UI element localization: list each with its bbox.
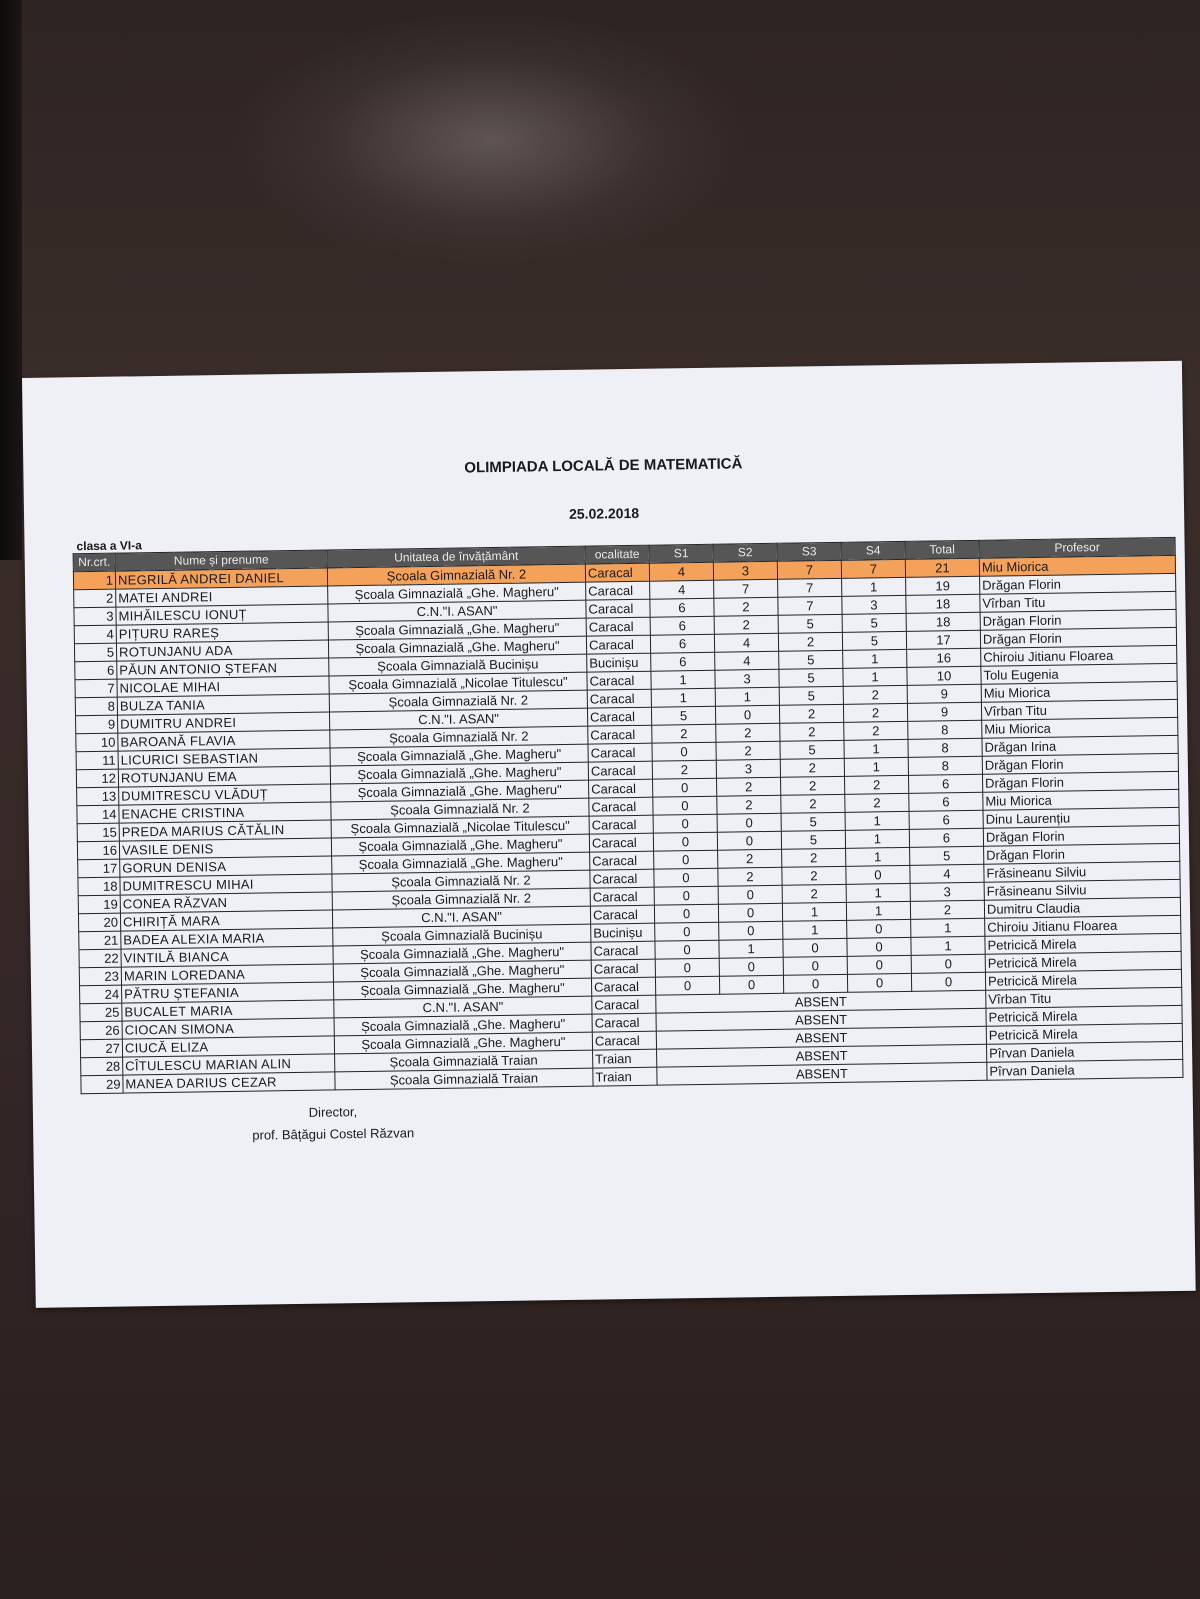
absent-status: ABSENT xyxy=(656,1008,986,1031)
score-s4: 1 xyxy=(845,811,909,830)
row-number: 13 xyxy=(77,787,119,806)
header-school: Unitatea de învățământ xyxy=(327,546,585,568)
score-total: 10 xyxy=(907,666,981,685)
score-s3: 0 xyxy=(783,974,847,993)
row-number: 18 xyxy=(78,877,120,896)
score-s2: 2 xyxy=(718,867,782,886)
score-total: 2 xyxy=(910,900,984,919)
professor-name: Miu Miorica xyxy=(983,789,1179,810)
score-s3: 1 xyxy=(783,920,847,939)
score-s3: 2 xyxy=(781,794,845,813)
school-name: C.N."I. ASAN" xyxy=(332,906,590,928)
school-name: Școala Gimnazială „Ghe. Magheru" xyxy=(333,960,591,982)
score-s2: 0 xyxy=(717,831,781,850)
score-s4: 7 xyxy=(841,559,905,578)
score-s3: 2 xyxy=(782,848,846,867)
score-s2: 2 xyxy=(714,597,778,616)
score-s4: 1 xyxy=(843,649,907,668)
city-name: Caracal xyxy=(590,851,654,870)
score-s1: 0 xyxy=(655,922,719,941)
score-s4: 0 xyxy=(847,937,911,956)
student-name: ENACHE CRISTINA xyxy=(119,802,331,823)
city-name: Caracal xyxy=(587,689,651,708)
score-s2: 4 xyxy=(714,633,778,652)
student-name: MIHĂILESCU IONUȚ xyxy=(116,604,328,625)
professor-name: Vîrban Titu xyxy=(981,699,1177,720)
header-s3: S3 xyxy=(777,542,841,561)
school-name: Școala Gimnazială „Ghe. Magheru" xyxy=(334,1032,592,1054)
school-name: Școala Gimnazială „Ghe. Magheru" xyxy=(333,942,591,964)
score-s2: 0 xyxy=(718,885,782,904)
document-title: OLIMPIADA LOCALĂ DE MATEMATICĂ xyxy=(464,455,743,477)
score-s3: 2 xyxy=(782,866,846,885)
score-s3: 5 xyxy=(778,614,842,633)
score-s1: 4 xyxy=(649,562,713,581)
table-body xyxy=(73,555,1183,1093)
score-s2: 1 xyxy=(719,939,783,958)
light-glare xyxy=(230,10,750,270)
score-total: 9 xyxy=(907,684,981,703)
score-s2: 0 xyxy=(719,975,783,994)
score-s4: 1 xyxy=(845,829,909,848)
city-name: Caracal xyxy=(586,635,650,654)
signature-block xyxy=(33,1097,634,1150)
professor-name: Drăgan Irina xyxy=(982,735,1178,756)
header-s2: S2 xyxy=(713,543,777,562)
absent-status: ABSENT xyxy=(657,1044,987,1067)
header-s4: S4 xyxy=(841,541,905,560)
student-name: CÎTULESCU MARIAN ALIN xyxy=(123,1054,335,1075)
professor-name: Drăgan Florin xyxy=(980,573,1176,594)
score-s1: 0 xyxy=(654,850,718,869)
row-number: 25 xyxy=(80,1003,122,1022)
school-name: Școala Gimnazială Nr. 2 xyxy=(329,690,587,712)
score-s2: 0 xyxy=(719,957,783,976)
professor-name: Drăgan Florin xyxy=(982,753,1178,774)
score-s2: 2 xyxy=(714,615,778,634)
score-s1: 0 xyxy=(653,796,717,815)
header-s1: S1 xyxy=(649,544,713,563)
score-s3: 5 xyxy=(779,650,843,669)
student-name: BUCALET MARIA xyxy=(122,1000,334,1021)
professor-name: Dumitru Claudia xyxy=(984,897,1180,918)
city-name: Caracal xyxy=(590,887,654,906)
score-s4: 1 xyxy=(842,577,906,596)
row-number: 2 xyxy=(74,589,116,608)
score-s2: 4 xyxy=(715,651,779,670)
student-name: BAROANĂ FLAVIA xyxy=(118,730,330,751)
score-s4: 2 xyxy=(843,685,907,704)
professor-name: Tolu Eugenia xyxy=(981,663,1177,684)
row-number: 26 xyxy=(80,1021,122,1040)
score-s3: 5 xyxy=(780,740,844,759)
absent-status: ABSENT xyxy=(657,1062,987,1085)
professor-name: Miu Miorica xyxy=(981,681,1177,702)
row-number: 15 xyxy=(77,823,119,842)
student-name: BULZA TANIA xyxy=(117,694,329,715)
city-name: Caracal xyxy=(588,743,652,762)
score-s2: 3 xyxy=(716,759,780,778)
city-name: Bucinișu xyxy=(587,653,651,672)
score-total: 21 xyxy=(905,558,979,577)
score-s2: 3 xyxy=(713,561,777,580)
professor-name: Pîrvan Daniela xyxy=(987,1059,1183,1080)
score-s1: 6 xyxy=(651,652,715,671)
header-nr: Nr.crt. xyxy=(73,553,115,572)
class-label: clasa a VI-a xyxy=(76,538,142,554)
score-s4: 0 xyxy=(847,955,911,974)
city-name: Caracal xyxy=(592,1013,656,1032)
student-name: LICURICI SEBASTIAN xyxy=(118,748,330,769)
city-name: Bucinișu xyxy=(591,923,655,942)
city-name: Caracal xyxy=(586,581,650,600)
student-name: GORUN DENISA xyxy=(120,856,332,877)
city-name: Traian xyxy=(593,1049,657,1068)
row-number: 27 xyxy=(80,1039,122,1058)
student-name: DUMITRU ANDREI xyxy=(118,712,330,733)
signature-role: Director, xyxy=(308,1104,358,1120)
student-name: MANEA DARIUS CEZAR xyxy=(123,1072,335,1093)
score-s2: 0 xyxy=(718,903,782,922)
signature-name: prof. Bâțăgui Costel Răzvan xyxy=(252,1125,415,1143)
score-s3: 5 xyxy=(779,668,843,687)
score-total: 0 xyxy=(911,972,985,991)
score-s1: 0 xyxy=(655,958,719,977)
row-number: 16 xyxy=(77,841,119,860)
score-s4: 2 xyxy=(845,793,909,812)
score-s2: 1 xyxy=(715,687,779,706)
professor-name: Pîrvan Daniela xyxy=(986,1041,1182,1062)
score-s1: 6 xyxy=(650,598,714,617)
desk-edge xyxy=(0,0,22,560)
student-name: CONEA RĂZVAN xyxy=(120,892,332,913)
score-s2: 2 xyxy=(718,849,782,868)
student-name: ROTUNJANU EMA xyxy=(118,766,330,787)
city-name: Caracal xyxy=(591,977,655,996)
row-number: 21 xyxy=(79,931,121,950)
score-s1: 0 xyxy=(654,886,718,905)
score-s4: 1 xyxy=(846,883,910,902)
row-number: 28 xyxy=(81,1057,123,1076)
score-total: 1 xyxy=(911,918,985,937)
row-number: 10 xyxy=(76,733,118,752)
score-total: 8 xyxy=(908,738,982,757)
professor-name: Frăsineanu Silviu xyxy=(984,879,1180,900)
score-s1: 5 xyxy=(651,706,715,725)
score-s3: 1 xyxy=(782,902,846,921)
school-name: C.N."I. ASAN" xyxy=(329,708,587,730)
score-s3: 2 xyxy=(778,632,842,651)
score-s3: 5 xyxy=(781,830,845,849)
score-s1: 1 xyxy=(651,688,715,707)
score-s1: 2 xyxy=(652,760,716,779)
score-total: 8 xyxy=(908,720,982,739)
school-name: Școala Gimnazială Nr. 2 xyxy=(330,726,588,748)
score-s4: 0 xyxy=(846,865,910,884)
score-total: 5 xyxy=(910,846,984,865)
score-total: 0 xyxy=(911,954,985,973)
professor-name: Petricică Mirela xyxy=(985,969,1181,990)
student-name: BADEA ALEXIA MARIA xyxy=(121,928,333,949)
score-s3: 0 xyxy=(783,938,847,957)
professor-name: Drăgan Florin xyxy=(980,627,1176,648)
professor-name: Petricică Mirela xyxy=(986,1005,1182,1026)
row-number: 22 xyxy=(79,949,121,968)
score-s3: 5 xyxy=(781,812,845,831)
student-name: MARIN LOREDANA xyxy=(121,964,333,985)
school-name: Școala Gimnazială „Ghe. Magheru" xyxy=(334,1014,592,1036)
score-s1: 4 xyxy=(650,580,714,599)
professor-name: Dinu Laurențiu xyxy=(983,807,1179,828)
score-total: 18 xyxy=(906,594,980,613)
professor-name: Miu Miorica xyxy=(979,555,1175,576)
score-total: 6 xyxy=(909,810,983,829)
school-name: Școala Gimnazială „Nicolae Titulescu" xyxy=(329,672,587,694)
absent-status: ABSENT xyxy=(656,1026,986,1049)
score-s4: 5 xyxy=(842,613,906,632)
student-name: ROTUNJANU ADA xyxy=(116,640,328,661)
score-s4: 2 xyxy=(843,703,907,722)
score-s1: 0 xyxy=(655,940,719,959)
row-number: 6 xyxy=(75,661,117,680)
row-number: 17 xyxy=(78,859,120,878)
row-number: 1 xyxy=(73,571,115,590)
score-s1: 2 xyxy=(652,724,716,743)
city-name: Caracal xyxy=(589,797,653,816)
student-name: NEGRILĂ ANDREI DANIEL xyxy=(115,568,327,589)
student-name: NICOLAE MIHAI xyxy=(117,676,329,697)
score-s1: 0 xyxy=(655,976,719,995)
score-s1: 0 xyxy=(654,868,718,887)
score-s1: 0 xyxy=(653,778,717,797)
student-name: PREDA MARIUS CĂTĂLIN xyxy=(119,820,331,841)
score-s3: 2 xyxy=(780,758,844,777)
header-professor: Profesor xyxy=(979,537,1175,558)
school-name: Școala Gimnazială Nr. 2 xyxy=(332,870,590,892)
school-name: Școala Gimnazială „Ghe. Magheru" xyxy=(333,978,591,1000)
score-s3: 7 xyxy=(778,578,842,597)
score-s3: 7 xyxy=(778,596,842,615)
student-name: DUMITRESCU MIHAI xyxy=(120,874,332,895)
row-number: 5 xyxy=(74,643,116,662)
professor-name: Vîrban Titu xyxy=(986,987,1182,1008)
score-s1: 6 xyxy=(650,616,714,635)
student-name: MATEI ANDREI xyxy=(116,586,328,607)
score-s2: 0 xyxy=(719,921,783,940)
school-name: Școala Gimnazială „Ghe. Magheru" xyxy=(330,744,588,766)
professor-name: Miu Miorica xyxy=(982,717,1178,738)
school-name: Școala Gimnazială Bucinișu xyxy=(333,924,591,946)
school-name: Școala Gimnazială Nr. 2 xyxy=(331,798,589,820)
row-number: 20 xyxy=(78,913,120,932)
score-s3: 2 xyxy=(782,884,846,903)
student-name: CHIRIȚĂ MARA xyxy=(120,910,332,931)
score-total: 6 xyxy=(909,828,983,847)
school-name: Școala Gimnazială „Ghe. Magheru" xyxy=(328,618,586,640)
absent-status: ABSENT xyxy=(656,990,986,1013)
student-name: VASILE DENIS xyxy=(119,838,331,859)
score-s4: 0 xyxy=(847,919,911,938)
professor-name: Vîrban Titu xyxy=(980,591,1176,612)
header-total: Total xyxy=(905,540,979,559)
professor-name: Petricică Mirela xyxy=(985,951,1181,972)
city-name: Caracal xyxy=(587,707,651,726)
score-s3: 0 xyxy=(783,956,847,975)
score-s3: 7 xyxy=(777,560,841,579)
student-name: PĂUN ANTONIO ȘTEFAN xyxy=(117,658,329,679)
results-table xyxy=(73,537,1184,1094)
professor-name: Drăgan Florin xyxy=(982,771,1178,792)
row-number: 4 xyxy=(74,625,116,644)
score-s2: 7 xyxy=(714,579,778,598)
row-number: 7 xyxy=(75,679,117,698)
professor-name: Drăgan Florin xyxy=(983,825,1179,846)
score-s1: 0 xyxy=(653,832,717,851)
school-name: Școala Gimnazială „Ghe. Magheru" xyxy=(330,762,588,784)
score-s1: 0 xyxy=(652,742,716,761)
city-name: Caracal xyxy=(590,905,654,924)
score-s2: 2 xyxy=(716,741,780,760)
city-name: Caracal xyxy=(586,599,650,618)
school-name: Școala Gimnazială Nr. 2 xyxy=(332,888,590,910)
score-s2: 2 xyxy=(716,723,780,742)
score-total: 4 xyxy=(910,864,984,883)
city-name: Caracal xyxy=(592,995,656,1014)
score-total: 18 xyxy=(906,612,980,631)
row-number: 29 xyxy=(81,1075,123,1094)
score-total: 6 xyxy=(908,774,982,793)
school-name: Școala Gimnazială „Ghe. Magheru" xyxy=(328,582,586,604)
score-s4: 1 xyxy=(846,847,910,866)
city-name: Caracal xyxy=(589,779,653,798)
school-name: Școala Gimnazială Traian xyxy=(335,1050,593,1072)
row-number: 14 xyxy=(77,805,119,824)
score-s2: 0 xyxy=(715,705,779,724)
score-s1: 1 xyxy=(651,670,715,689)
score-s4: 1 xyxy=(846,901,910,920)
score-total: 3 xyxy=(910,882,984,901)
school-name: C.N."I. ASAN" xyxy=(334,996,592,1018)
row-number: 9 xyxy=(76,715,118,734)
header-city: ocalitate xyxy=(585,545,649,564)
city-name: Caracal xyxy=(588,725,652,744)
score-s4: 2 xyxy=(844,721,908,740)
student-name: VINTILĂ BIANCA xyxy=(121,946,333,967)
document-date: 25.02.2018 xyxy=(568,504,640,522)
score-s3: 2 xyxy=(779,704,843,723)
school-name: Școala Gimnazială „Ghe. Magheru" xyxy=(331,780,589,802)
professor-name: Drăgan Florin xyxy=(980,609,1176,630)
professor-name: Frăsineanu Silviu xyxy=(984,861,1180,882)
score-total: 19 xyxy=(906,576,980,595)
professor-name: Petricică Mirela xyxy=(986,1023,1182,1044)
row-number: 8 xyxy=(75,697,117,716)
score-s2: 2 xyxy=(717,777,781,796)
score-s4: 3 xyxy=(842,595,906,614)
row-number: 12 xyxy=(76,769,118,788)
header-name: Nume și prenume xyxy=(115,550,327,571)
city-name: Caracal xyxy=(590,869,654,888)
score-total: 17 xyxy=(906,630,980,649)
row-number: 3 xyxy=(74,607,116,626)
city-name: Caracal xyxy=(592,1031,656,1050)
school-name: Școala Gimnazială Traian xyxy=(335,1068,593,1090)
city-name: Caracal xyxy=(589,815,653,834)
city-name: Caracal xyxy=(591,941,655,960)
professor-name: Chiroiu Jitianu Floarea xyxy=(985,915,1181,936)
professor-name: Chiroiu Jitianu Floarea xyxy=(981,645,1177,666)
row-number: 19 xyxy=(78,895,120,914)
score-total: 6 xyxy=(909,792,983,811)
city-name: Caracal xyxy=(585,563,649,582)
student-name: DUMITRESCU VLĂDUȚ xyxy=(119,784,331,805)
school-name: Școala Gimnazială „Ghe. Magheru" xyxy=(331,834,589,856)
paper-sheet xyxy=(22,361,1196,1308)
student-name: CIUCĂ ELIZA xyxy=(122,1036,334,1057)
city-name: Traian xyxy=(593,1067,657,1086)
professor-name: Drăgan Florin xyxy=(984,843,1180,864)
school-name: Școala Gimnazială „Ghe. Magheru" xyxy=(328,636,586,658)
score-s4: 1 xyxy=(844,739,908,758)
score-s1: 0 xyxy=(653,814,717,833)
city-name: Caracal xyxy=(587,671,651,690)
city-name: Caracal xyxy=(591,959,655,978)
city-name: Caracal xyxy=(586,617,650,636)
score-s3: 2 xyxy=(781,776,845,795)
school-name: C.N."I. ASAN" xyxy=(328,600,586,622)
score-total: 16 xyxy=(907,648,981,667)
school-name: Școala Gimnazială Nr. 2 xyxy=(327,564,585,586)
city-name: Caracal xyxy=(589,833,653,852)
score-total: 1 xyxy=(911,936,985,955)
score-s2: 3 xyxy=(715,669,779,688)
score-s4: 1 xyxy=(844,757,908,776)
school-name: Școala Gimnazială „Nicolae Titulescu" xyxy=(331,816,589,838)
score-s2: 0 xyxy=(717,813,781,832)
score-s1: 0 xyxy=(654,904,718,923)
row-number: 11 xyxy=(76,751,118,770)
student-name: PIȚURU RAREȘ xyxy=(116,622,328,643)
score-s4: 5 xyxy=(842,631,906,650)
school-name: Școala Gimnazială Bucinișu xyxy=(329,654,587,676)
score-s1: 6 xyxy=(650,634,714,653)
school-name: Școala Gimnazială „Ghe. Magheru" xyxy=(332,852,590,874)
score-s3: 2 xyxy=(780,722,844,741)
score-s4: 0 xyxy=(847,973,911,992)
score-s4: 1 xyxy=(843,667,907,686)
student-name: CIOCAN SIMONA xyxy=(122,1018,334,1039)
professor-name: Petricică Mirela xyxy=(985,933,1181,954)
score-s3: 5 xyxy=(779,686,843,705)
score-total: 8 xyxy=(908,756,982,775)
student-name: PĂTRU ȘTEFANIA xyxy=(122,982,334,1003)
score-s2: 2 xyxy=(717,795,781,814)
row-number: 23 xyxy=(79,967,121,986)
city-name: Caracal xyxy=(588,761,652,780)
score-s4: 2 xyxy=(844,775,908,794)
score-total: 9 xyxy=(907,702,981,721)
row-number: 24 xyxy=(80,985,122,1004)
